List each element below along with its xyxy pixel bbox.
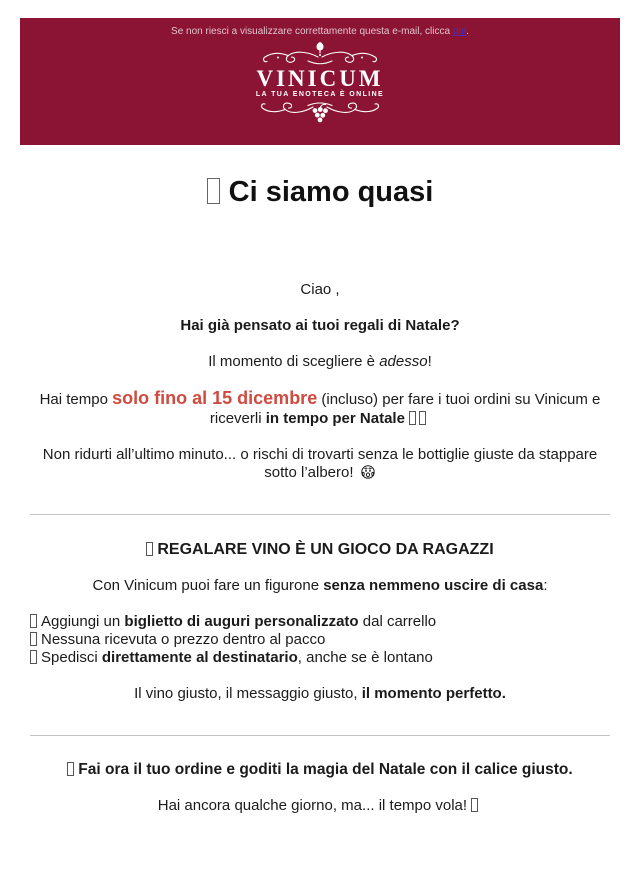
checklist-item-text: Aggiungi un: [41, 613, 125, 630]
preheader: [20, 18, 620, 38]
unrendered-emoji-icon: [30, 632, 37, 646]
checklist-item-bold: direttamente al destinatario: [101, 649, 298, 666]
view-in-browser-link[interactable]: qui: [452, 26, 467, 37]
cta-line: [30, 761, 610, 779]
moment-text-b: !: [427, 353, 432, 370]
email-body: [30, 175, 610, 815]
gift-checklist: [30, 613, 610, 667]
deadline-line: [30, 389, 610, 428]
question-line: [30, 317, 610, 335]
checklist-item-text: Nessuna ricevuta o prezzo dentro al pacco: [41, 631, 326, 648]
gift-outro-line: [30, 685, 610, 703]
question-text: Hai già pensato ai tuoi regali di Natale?: [180, 317, 460, 334]
email-page: [0, 18, 640, 815]
moment-line: [30, 353, 610, 371]
gift-intro-b: :: [543, 577, 548, 594]
closing-text: Hai ancora qualche giorno, ma... il tempo vola!: [157, 797, 468, 814]
email-header: [20, 18, 620, 145]
unrendered-emoji-icon: [146, 542, 153, 556]
checklist-item: [30, 613, 436, 630]
logo-flourish-top-icon: [245, 41, 395, 67]
closing-line: [30, 797, 610, 815]
gift-outro-a: Il vino giusto, il messaggio giusto,: [134, 685, 362, 702]
unrendered-emoji-icon: [67, 762, 74, 776]
preheader-text: Se non riesci a visualizzare correttamente questa e-mail, clicca: [171, 26, 451, 37]
unrendered-emoji-icon: [409, 411, 416, 425]
brand-tagline: LA TUA ENOTECA È ONLINE: [255, 91, 385, 98]
warning-line: [30, 446, 610, 482]
checklist-item-text: , anche se è lontano: [297, 649, 433, 666]
preheader-suffix: .: [466, 26, 469, 37]
gift-outro-bold: il momento perfetto.: [361, 685, 506, 702]
checklist-item-bold: biglietto di auguri personalizzato: [124, 613, 359, 630]
unrendered-emoji-icon: [419, 411, 426, 425]
checklist-item: [30, 631, 325, 648]
moment-text-a: Il momento di scegliere è: [208, 353, 380, 370]
unrendered-emoji-icon: [30, 614, 37, 628]
gift-intro-a: Con Vinicum puoi fare un figurone: [92, 577, 324, 594]
section-divider: [30, 735, 610, 736]
warning-text: Non ridurti all’ultimo minuto... o rischi di trovarti senza le bottiglie giuste da stappare sotto l’albero!: [42, 446, 598, 481]
brand-name: VINICUM: [256, 66, 384, 91]
unrendered-emoji-icon: [471, 798, 478, 812]
unrendered-emoji-icon: [207, 178, 220, 204]
deadline-text-a: Hai tempo: [39, 391, 113, 408]
vinicum-logo[interactable]: [20, 41, 620, 128]
deadline-highlight: solo fino al 15 dicembre: [112, 388, 318, 408]
gift-section-title-text: REGALARE VINO È UN GIOCO DA RAGAZZI: [157, 541, 494, 558]
gift-intro-bold: senza nemmeno uscire di casa: [323, 577, 544, 594]
deadline-bold: in tempo per Natale: [265, 410, 405, 427]
unrendered-emoji-icon: [30, 650, 37, 664]
deadline-text-b: (incluso) per fare i tuoi ordini su Vinicum e riceverli: [209, 391, 601, 427]
section-divider: [30, 514, 610, 515]
gift-section-title: [30, 540, 610, 559]
page-title: [30, 175, 610, 209]
screaming-face-emoji-icon: [360, 464, 376, 480]
gift-intro-line: [30, 577, 610, 595]
checklist-item-text: Spedisci: [41, 649, 102, 666]
logo-flourish-bottom-icon: [245, 100, 395, 128]
checklist-item-text: dal carrello: [358, 613, 437, 630]
moment-text-em: adesso: [379, 353, 428, 370]
headline-text: Ci siamo quasi: [228, 176, 434, 208]
greeting-line: Ciao ,: [300, 281, 340, 298]
checklist-item: [30, 649, 433, 666]
cta-text: Fai ora il tuo ordine e goditi la magia del Natale con il calice giusto.: [78, 761, 573, 778]
